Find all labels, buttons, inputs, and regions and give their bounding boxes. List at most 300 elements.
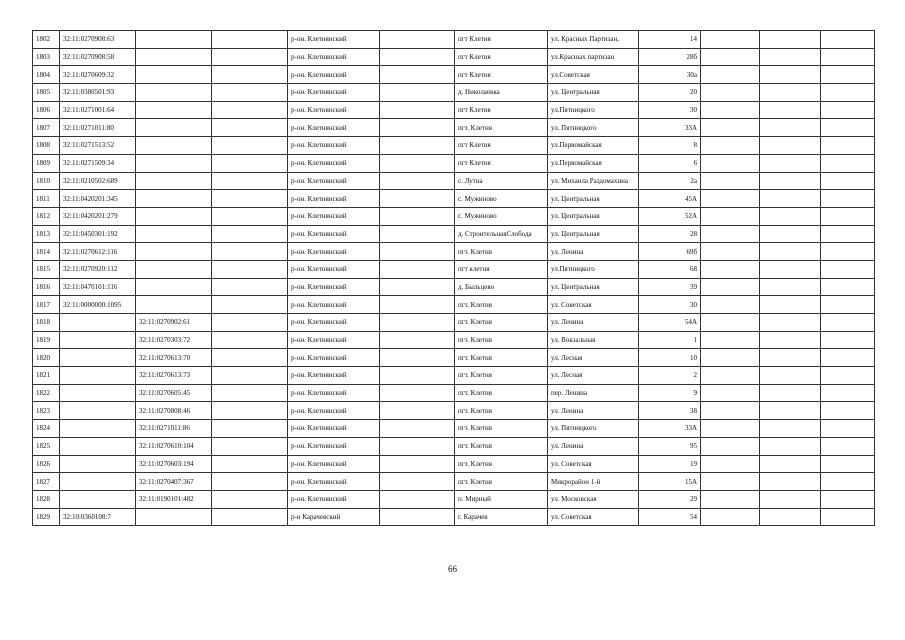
house-number-cell: 52А: [639, 207, 701, 225]
settlement-cell: пгт. Клетня: [455, 119, 548, 137]
empty-cell: [212, 278, 288, 296]
street-cell: ул. Центральная: [548, 278, 639, 296]
house-number-cell: 95: [639, 437, 701, 455]
empty-cell: [212, 331, 288, 349]
empty-cell: [760, 243, 821, 261]
cadastral-number-cell: 32:11:0420201:345: [60, 190, 136, 208]
district-cell: р-он. Клетнянский: [288, 172, 380, 190]
secondary-cadastral-number-cell: 32:11:0271011:86: [136, 420, 212, 438]
empty-cell: [380, 260, 455, 278]
settlement-cell: пгт. Клетня: [455, 331, 548, 349]
district-cell: р-он. Клетнянский: [288, 296, 380, 314]
empty-cell: [212, 137, 288, 155]
street-cell: ул. Вокзальная: [548, 331, 639, 349]
empty-cell: [701, 207, 760, 225]
empty-cell: [760, 367, 821, 385]
secondary-cadastral-number-cell: [136, 243, 212, 261]
street-cell: Микрорайон 1-й: [548, 473, 639, 491]
empty-cell: [760, 278, 821, 296]
table-row: [33, 278, 875, 296]
empty-cell: [380, 207, 455, 225]
house-number-cell: 45А: [639, 190, 701, 208]
row-number-cell: 1816: [33, 278, 60, 296]
empty-cell: [760, 260, 821, 278]
cadastral-number-cell: 32:11:0450301:192: [60, 225, 136, 243]
table-row: [33, 349, 875, 367]
secondary-cadastral-number-cell: [136, 225, 212, 243]
street-cell: ул. Центральная: [548, 190, 639, 208]
empty-cell: [821, 48, 875, 66]
empty-cell: [212, 225, 288, 243]
empty-cell: [380, 243, 455, 261]
empty-cell: [212, 31, 288, 49]
district-cell: р-он. Клетнянский: [288, 101, 380, 119]
empty-cell: [760, 402, 821, 420]
secondary-cadastral-number-cell: [136, 278, 212, 296]
district-cell: р-он. Клетнянский: [288, 119, 380, 137]
settlement-cell: пгт. Клетня: [455, 384, 548, 402]
empty-cell: [380, 314, 455, 332]
empty-cell: [760, 349, 821, 367]
district-cell: р-он. Клетнянский: [288, 437, 380, 455]
district-cell: р-он. Клетнянский: [288, 420, 380, 438]
secondary-cadastral-number-cell: 32:11:0270603:194: [136, 455, 212, 473]
street-cell: ул. Ленина: [548, 437, 639, 455]
empty-cell: [212, 490, 288, 508]
empty-cell: [380, 420, 455, 438]
empty-cell: [821, 420, 875, 438]
settlement-cell: пгт. Клетня: [455, 314, 548, 332]
settlement-cell: д. СтроительнаяСлобода: [455, 225, 548, 243]
table-row: [33, 207, 875, 225]
empty-cell: [380, 84, 455, 102]
street-cell: ул. Ленина: [548, 402, 639, 420]
empty-cell: [380, 402, 455, 420]
empty-cell: [821, 314, 875, 332]
empty-cell: [821, 260, 875, 278]
cadastral-number-cell: [60, 367, 136, 385]
street-cell: ул. Советская: [548, 296, 639, 314]
row-number-cell: 1826: [33, 455, 60, 473]
settlement-cell: пгт. Клетня: [455, 455, 548, 473]
settlement-cell: пгт Клетня: [455, 154, 548, 172]
house-number-cell: 38: [639, 402, 701, 420]
cadastral-number-cell: 32:11:0000000:1095: [60, 296, 136, 314]
empty-cell: [821, 490, 875, 508]
settlement-cell: пгт. Клетня: [455, 367, 548, 385]
table-row: [33, 490, 875, 508]
table-row: [33, 243, 875, 261]
cadastral-number-cell: [60, 331, 136, 349]
empty-cell: [701, 490, 760, 508]
row-number-cell: 1825: [33, 437, 60, 455]
cadastral-number-cell: 32:11:0271011:80: [60, 119, 136, 137]
house-number-cell: 28: [639, 225, 701, 243]
district-cell: р-он. Клетнянский: [288, 31, 380, 49]
empty-cell: [760, 31, 821, 49]
empty-cell: [821, 455, 875, 473]
district-cell: р-он. Клетнянский: [288, 384, 380, 402]
cadastral-number-cell: 32:11:0270908:63: [60, 31, 136, 49]
empty-cell: [821, 207, 875, 225]
district-cell: р-он. Клетнянский: [288, 473, 380, 491]
table-row: [33, 101, 875, 119]
district-cell: р-он. Клетнянский: [288, 154, 380, 172]
district-cell: р-он. Клетнянский: [288, 137, 380, 155]
street-cell: ул. Центральная: [548, 225, 639, 243]
empty-cell: [380, 331, 455, 349]
street-cell: ул.Первомайская: [548, 154, 639, 172]
table-row: [33, 190, 875, 208]
street-cell: ул. Пятницкого: [548, 119, 639, 137]
house-number-cell: 30: [639, 101, 701, 119]
secondary-cadastral-number-cell: [136, 154, 212, 172]
district-cell: р-он. Клетнянский: [288, 243, 380, 261]
empty-cell: [701, 508, 760, 526]
secondary-cadastral-number-cell: 32:11:0270303:72: [136, 331, 212, 349]
empty-cell: [701, 402, 760, 420]
empty-cell: [380, 384, 455, 402]
cadastral-number-cell: [60, 402, 136, 420]
empty-cell: [760, 508, 821, 526]
empty-cell: [701, 48, 760, 66]
empty-cell: [212, 66, 288, 84]
empty-cell: [701, 473, 760, 491]
settlement-cell: пгт. Клетня: [455, 349, 548, 367]
cadastral-number-cell: 32:11:0210502:689: [60, 172, 136, 190]
settlement-cell: пгт Клетня: [455, 137, 548, 155]
empty-cell: [212, 207, 288, 225]
empty-cell: [380, 190, 455, 208]
empty-cell: [212, 48, 288, 66]
secondary-cadastral-number-cell: [136, 296, 212, 314]
cadastral-number-cell: [60, 420, 136, 438]
district-cell: р-он. Клетнянский: [288, 331, 380, 349]
empty-cell: [701, 437, 760, 455]
street-cell: ул. Московская: [548, 490, 639, 508]
settlement-cell: пгт. Клетня: [455, 296, 548, 314]
row-number-cell: 1803: [33, 48, 60, 66]
table-row: [33, 119, 875, 137]
empty-cell: [212, 349, 288, 367]
settlement-cell: пгт Клетня: [455, 31, 548, 49]
row-number-cell: 1806: [33, 101, 60, 119]
empty-cell: [701, 84, 760, 102]
settlement-cell: п. Мирный: [455, 490, 548, 508]
table-row: [33, 508, 875, 526]
secondary-cadastral-number-cell: [136, 84, 212, 102]
cadastral-number-cell: [60, 437, 136, 455]
street-cell: ул. Советская: [548, 455, 639, 473]
table-row: [33, 473, 875, 491]
street-cell: ул.Пятницкого: [548, 101, 639, 119]
district-cell: р-он. Клетнянский: [288, 455, 380, 473]
empty-cell: [212, 314, 288, 332]
secondary-cadastral-number-cell: [136, 207, 212, 225]
empty-cell: [760, 455, 821, 473]
empty-cell: [380, 66, 455, 84]
settlement-cell: с. Лутна: [455, 172, 548, 190]
empty-cell: [212, 384, 288, 402]
settlement-cell: пгт. Клетня: [455, 437, 548, 455]
cadastral-number-cell: 32:11:0270609:32: [60, 66, 136, 84]
table-row: [33, 66, 875, 84]
table-row: [33, 260, 875, 278]
empty-cell: [701, 190, 760, 208]
secondary-cadastral-number-cell: [136, 101, 212, 119]
row-number-cell: 1811: [33, 190, 60, 208]
secondary-cadastral-number-cell: 32:11:0190101:482: [136, 490, 212, 508]
empty-cell: [821, 331, 875, 349]
empty-cell: [701, 31, 760, 49]
row-number-cell: 1824: [33, 420, 60, 438]
empty-cell: [760, 172, 821, 190]
secondary-cadastral-number-cell: [136, 190, 212, 208]
empty-cell: [760, 314, 821, 332]
row-number-cell: 1808: [33, 137, 60, 155]
empty-cell: [701, 172, 760, 190]
street-cell: пер. Ленина: [548, 384, 639, 402]
cadastral-number-cell: 32:11:0270612:116: [60, 243, 136, 261]
street-cell: ул.Советская: [548, 66, 639, 84]
empty-cell: [212, 243, 288, 261]
secondary-cadastral-number-cell: 32:11:0270407:367: [136, 473, 212, 491]
street-cell: ул. Ленина: [548, 314, 639, 332]
row-number-cell: 1813: [33, 225, 60, 243]
table-row: [33, 402, 875, 420]
settlement-cell: д. Быльцево: [455, 278, 548, 296]
district-cell: р-он. Клетнянский: [288, 84, 380, 102]
street-cell: ул.Красных партизан: [548, 48, 639, 66]
cadastral-number-cell: [60, 473, 136, 491]
row-number-cell: 1829: [33, 508, 60, 526]
settlement-cell: пгт. Клетня: [455, 402, 548, 420]
row-number-cell: 1827: [33, 473, 60, 491]
house-number-cell: 2: [639, 367, 701, 385]
empty-cell: [380, 137, 455, 155]
empty-cell: [212, 260, 288, 278]
settlement-cell: пгт Клетня: [455, 66, 548, 84]
house-number-cell: 54А: [639, 314, 701, 332]
empty-cell: [760, 48, 821, 66]
street-cell: ул. Красных Партизан,: [548, 31, 639, 49]
cadastral-number-cell: 32:11:0470101:116: [60, 278, 136, 296]
street-cell: ул. Центральная: [548, 207, 639, 225]
empty-cell: [212, 508, 288, 526]
table-row: [33, 455, 875, 473]
table-row: [33, 420, 875, 438]
house-number-cell: 9: [639, 384, 701, 402]
empty-cell: [821, 367, 875, 385]
empty-cell: [701, 119, 760, 137]
empty-cell: [760, 296, 821, 314]
empty-cell: [380, 296, 455, 314]
district-cell: р-он. Клетнянский: [288, 48, 380, 66]
row-number-cell: 1807: [33, 119, 60, 137]
house-number-cell: 15А: [639, 473, 701, 491]
table-row: [33, 84, 875, 102]
cadastral-number-cell: [60, 349, 136, 367]
secondary-cadastral-number-cell: 32:11:0270610:104: [136, 437, 212, 455]
empty-cell: [212, 172, 288, 190]
empty-cell: [701, 154, 760, 172]
secondary-cadastral-number-cell: [136, 66, 212, 84]
empty-cell: [821, 172, 875, 190]
empty-cell: [821, 190, 875, 208]
empty-cell: [760, 473, 821, 491]
secondary-cadastral-number-cell: 32:11:0270902:61: [136, 314, 212, 332]
empty-cell: [760, 420, 821, 438]
settlement-cell: д. Николаевка: [455, 84, 548, 102]
empty-cell: [701, 384, 760, 402]
street-cell: ул. Пятницкого: [548, 420, 639, 438]
house-number-cell: 69б: [639, 243, 701, 261]
table-row: [33, 225, 875, 243]
empty-cell: [821, 66, 875, 84]
empty-cell: [380, 172, 455, 190]
empty-cell: [760, 225, 821, 243]
empty-cell: [701, 66, 760, 84]
street-cell: ул.Первомайская: [548, 137, 639, 155]
empty-cell: [380, 349, 455, 367]
house-number-cell: 1: [639, 331, 701, 349]
empty-cell: [701, 225, 760, 243]
district-cell: р-он. Клетнянский: [288, 207, 380, 225]
empty-cell: [212, 367, 288, 385]
empty-cell: [701, 349, 760, 367]
table-row: [33, 367, 875, 385]
empty-cell: [821, 278, 875, 296]
street-cell: ул. Михаила Раздомахина: [548, 172, 639, 190]
row-number-cell: 1823: [33, 402, 60, 420]
cadastral-number-cell: [60, 314, 136, 332]
house-number-cell: 33А: [639, 420, 701, 438]
secondary-cadastral-number-cell: [136, 31, 212, 49]
cadastral-number-cell: [60, 490, 136, 508]
house-number-cell: 30: [639, 296, 701, 314]
table-row: [33, 31, 875, 49]
empty-cell: [380, 455, 455, 473]
empty-cell: [701, 314, 760, 332]
empty-cell: [760, 84, 821, 102]
empty-cell: [701, 367, 760, 385]
settlement-cell: пгт Клетня: [455, 48, 548, 66]
street-cell: ул. Центральная: [548, 84, 639, 102]
district-cell: р-он. Клетнянский: [288, 490, 380, 508]
settlement-cell: пгт Клетня: [455, 101, 548, 119]
house-number-cell: 14: [639, 31, 701, 49]
street-cell: ул. Ленина: [548, 243, 639, 261]
empty-cell: [760, 119, 821, 137]
settlement-cell: пгт. Клетня: [455, 420, 548, 438]
street-cell: ул. Лесная: [548, 349, 639, 367]
table-row: [33, 137, 875, 155]
district-cell: р-он. Клетнянский: [288, 402, 380, 420]
house-number-cell: 2а: [639, 172, 701, 190]
row-number-cell: 1805: [33, 84, 60, 102]
empty-cell: [212, 154, 288, 172]
cadastral-number-cell: 32:11:0270920:112: [60, 260, 136, 278]
street-cell: ул. Советская: [548, 508, 639, 526]
empty-cell: [760, 137, 821, 155]
district-cell: р-он. Клетнянский: [288, 225, 380, 243]
empty-cell: [212, 473, 288, 491]
settlement-cell: пгт. Клетня: [455, 473, 548, 491]
empty-cell: [212, 455, 288, 473]
empty-cell: [821, 84, 875, 102]
empty-cell: [380, 490, 455, 508]
district-cell: р-он. Клетнянский: [288, 349, 380, 367]
empty-cell: [380, 48, 455, 66]
house-number-cell: 28б: [639, 48, 701, 66]
empty-cell: [821, 384, 875, 402]
settlement-cell: с. Мужиново: [455, 190, 548, 208]
empty-cell: [212, 190, 288, 208]
empty-cell: [821, 31, 875, 49]
row-number-cell: 1819: [33, 331, 60, 349]
secondary-cadastral-number-cell: [136, 48, 212, 66]
cadastral-number-cell: 32:11:0271513:52: [60, 137, 136, 155]
house-number-cell: 6: [639, 154, 701, 172]
empty-cell: [380, 508, 455, 526]
empty-cell: [701, 137, 760, 155]
house-number-cell: 10: [639, 349, 701, 367]
house-number-cell: 20: [639, 84, 701, 102]
empty-cell: [380, 31, 455, 49]
district-cell: р-он. Клетнянский: [288, 190, 380, 208]
row-number-cell: 1820: [33, 349, 60, 367]
empty-cell: [821, 119, 875, 137]
secondary-cadastral-number-cell: [136, 508, 212, 526]
secondary-cadastral-number-cell: 32:11:0270613:70: [136, 349, 212, 367]
table-row: [33, 331, 875, 349]
empty-cell: [212, 119, 288, 137]
empty-cell: [760, 154, 821, 172]
empty-cell: [701, 296, 760, 314]
empty-cell: [212, 437, 288, 455]
district-cell: р-он. Клетнянский: [288, 367, 380, 385]
empty-cell: [821, 473, 875, 491]
empty-cell: [212, 84, 288, 102]
row-number-cell: 1821: [33, 367, 60, 385]
table-row: [33, 296, 875, 314]
settlement-cell: г. Карачев: [455, 508, 548, 526]
empty-cell: [760, 437, 821, 455]
cadastral-number-cell: 32:11:0270908:58: [60, 48, 136, 66]
empty-cell: [212, 420, 288, 438]
table-row: [33, 437, 875, 455]
district-cell: р-н Карачевский: [288, 508, 380, 526]
district-cell: р-он. Клетнянский: [288, 278, 380, 296]
secondary-cadastral-number-cell: [136, 119, 212, 137]
empty-cell: [821, 508, 875, 526]
empty-cell: [380, 278, 455, 296]
house-number-cell: 33А: [639, 119, 701, 137]
empty-cell: [212, 402, 288, 420]
empty-cell: [821, 402, 875, 420]
empty-cell: [380, 437, 455, 455]
empty-cell: [380, 367, 455, 385]
settlement-cell: пгт клетня: [455, 260, 548, 278]
secondary-cadastral-number-cell: 32:11:0270808:46: [136, 402, 212, 420]
empty-cell: [701, 101, 760, 119]
row-number-cell: 1818: [33, 314, 60, 332]
table-row: [33, 384, 875, 402]
empty-cell: [821, 349, 875, 367]
table-row: [33, 154, 875, 172]
empty-cell: [821, 296, 875, 314]
secondary-cadastral-number-cell: 32:11:0270613:73: [136, 367, 212, 385]
